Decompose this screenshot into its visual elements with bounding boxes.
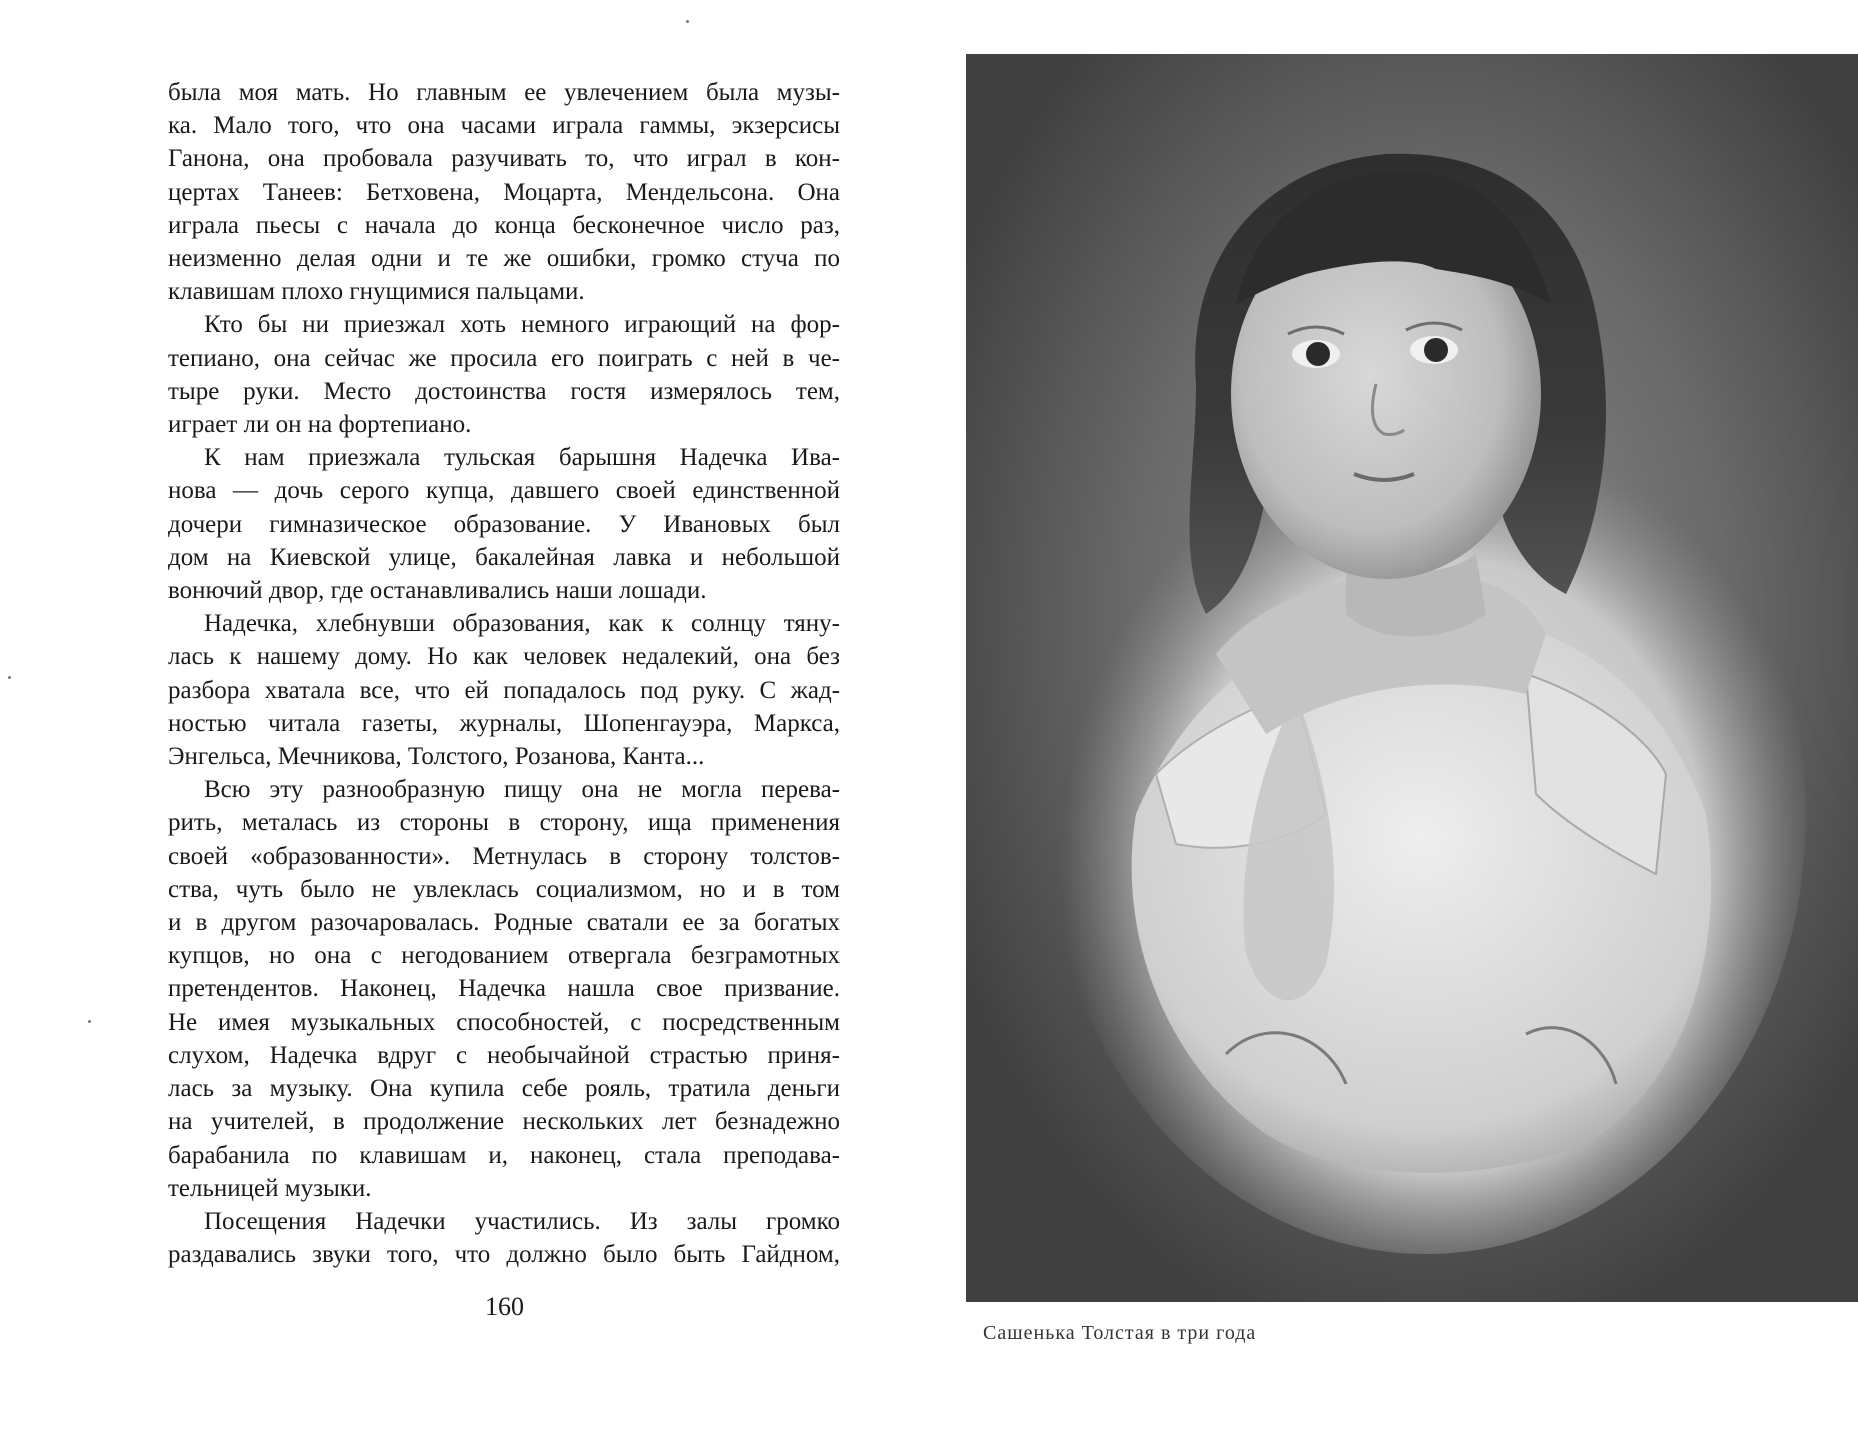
text-line: и в другом разочаровалась. Родные сватали ее за богатых bbox=[168, 909, 840, 937]
text-line: ностью читала газеты, журналы, Шопенгауэра, Маркса, bbox=[168, 709, 840, 737]
body-text bbox=[168, 76, 840, 1271]
left-eye-iris bbox=[1306, 342, 1330, 366]
right-page bbox=[929, 0, 1858, 1441]
text-line: дом на Киевской улице, бакалейная лавка и небольшой bbox=[168, 543, 840, 571]
text-line: неизменно делая одни и те же ошибки, громко стуча по bbox=[168, 245, 840, 273]
text-line: вонючий двор, где останавливались наши лошади. bbox=[168, 577, 707, 605]
text-line: Всю эту разнообразную пищу она не могла перева- bbox=[204, 776, 840, 804]
text-line: претендентов. Наконец, Надечка нашла свое призвание. bbox=[168, 975, 840, 1003]
dress-shape bbox=[1132, 614, 1711, 1173]
text-line: лась к нашему дому. Но как человек недалекий, она без bbox=[168, 643, 840, 671]
portrait-photo bbox=[966, 54, 1858, 1302]
photo-caption: Сашенька Толстая в три года bbox=[983, 1322, 1257, 1344]
text-line: тепиано, она сейчас же просила его поиграть с ней в че- bbox=[168, 344, 840, 372]
page-number: 160 bbox=[485, 1292, 524, 1321]
text-line: Не имея музыкальных способностей, с посредственным bbox=[168, 1008, 840, 1036]
print-speck bbox=[88, 1020, 91, 1023]
text-line: лась за музыку. Она купила себе рояль, тратила деньги bbox=[168, 1075, 840, 1103]
text-line: тельницей музыки. bbox=[168, 1174, 372, 1202]
text-line: своей «образованности». Метнулась в сторону толстов- bbox=[168, 842, 840, 870]
text-line: ка. Мало того, что она часами играла гаммы, экзерсисы bbox=[168, 112, 840, 140]
text-line: цертах Танеев: Бетховена, Моцарта, Мендельсона. Она bbox=[168, 178, 840, 206]
print-speck bbox=[686, 20, 689, 23]
text-line: К нам приезжала тульская барышня Надечка Ива- bbox=[204, 444, 840, 472]
text-line: играла пьесы с начала до конца бесконечное число раз, bbox=[168, 211, 840, 239]
text-line: Кто бы ни приезжал хоть немного играющий на фор- bbox=[204, 311, 840, 339]
text-line: барабанила по клавишам и, наконец, стала преподава- bbox=[168, 1141, 840, 1169]
text-line: ства, чуть было не увлеклась социализмом, но и в том bbox=[168, 875, 840, 903]
text-line: клавишам плохо гнущимися пальцами. bbox=[168, 278, 585, 306]
text-line: тыре руки. Место достоинства гостя измерялось тем, bbox=[168, 377, 840, 405]
print-speck bbox=[8, 676, 11, 679]
text-line: Надечка, хлебнувши образования, как к солнцу тяну- bbox=[204, 610, 840, 638]
text-line: нова — дочь серого купца, давшего своей единственной bbox=[168, 477, 840, 505]
text-line: на учителей, в продолжение нескольких лет безнадежно bbox=[168, 1108, 840, 1136]
text-line: раздавались звуки того, что должно было быть Гайдном, bbox=[168, 1241, 840, 1269]
text-line: Энгельса, Мечникова, Толстого, Розанова, Канта... bbox=[168, 743, 705, 771]
text-line: купцов, но она с негодованием отвергала безграмотных bbox=[168, 942, 840, 970]
text-line: дочери гимназическое образование. У Ивановых был bbox=[168, 510, 840, 538]
text-line: рить, металась из стороны в сторону, ища применения bbox=[168, 809, 840, 837]
text-line: слухом, Надечка вдруг с необычайной страстью приня- bbox=[168, 1041, 840, 1069]
right-eye-iris bbox=[1424, 338, 1448, 362]
portrait-illustration bbox=[966, 54, 1858, 1302]
text-line: разбора хватала все, что ей попадалось под руку. С жад- bbox=[168, 676, 840, 704]
text-line: Посещения Надечки участились. Из залы громко bbox=[204, 1207, 840, 1235]
text-line: была моя мать. Но главным ее увлечением была музы- bbox=[168, 79, 840, 106]
text-line: Ганона, она пробовала разучивать то, что играл в кон- bbox=[168, 145, 840, 173]
text-line: играет ли он на фортепиано. bbox=[168, 411, 472, 439]
